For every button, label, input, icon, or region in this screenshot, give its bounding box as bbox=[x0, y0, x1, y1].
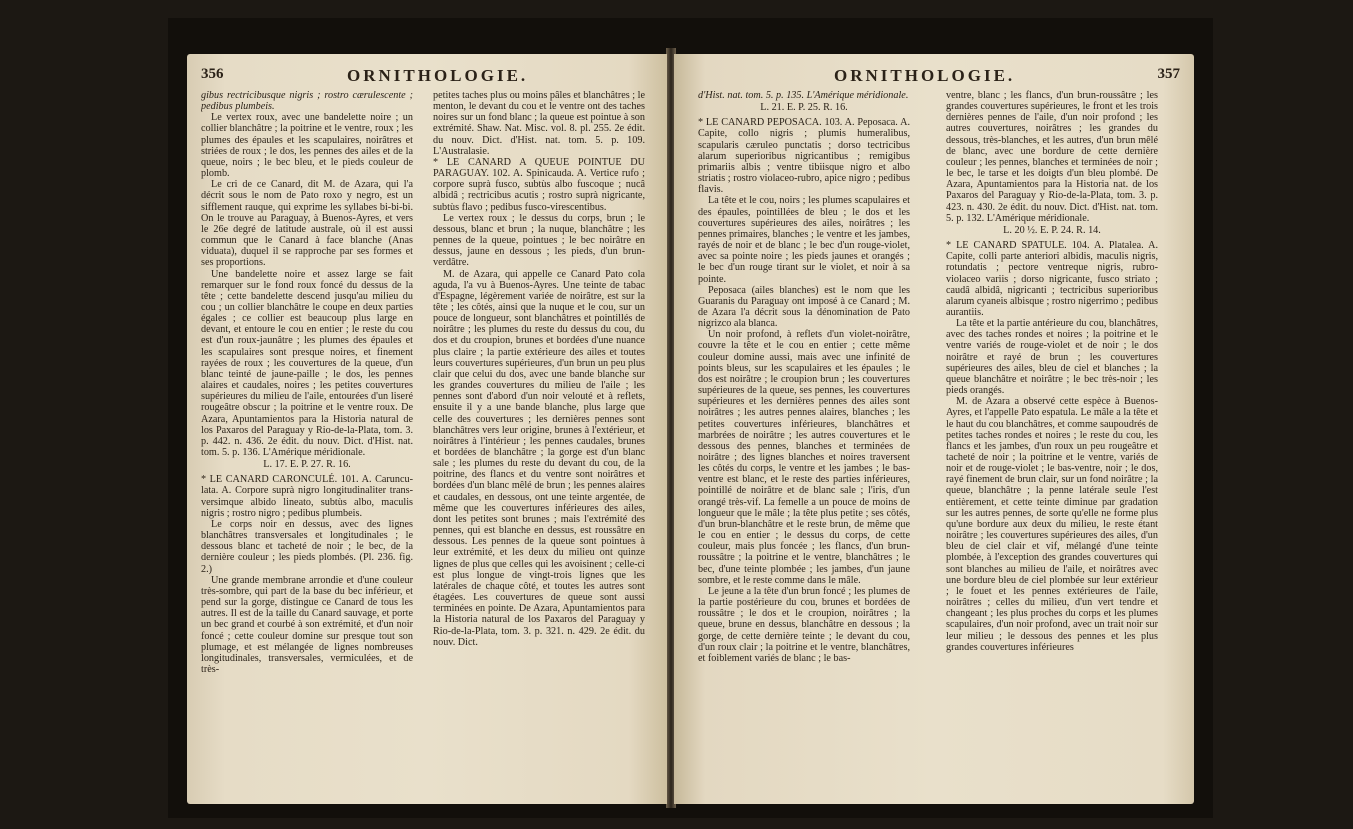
paragraph: Peposaca (ailes blanches) est le nom que les Guaranis du Paraguay ont imposé à ce Canard ; M. de Azara l'a décrit sous la dénomination de Pato nigrizco ala blanca. bbox=[698, 284, 910, 330]
paragraph: L. 17. E. P. 27. R. 16. bbox=[263, 459, 351, 471]
paragraph: Une bandelette noire et assez large se fait remarquer sur le fond roux foncé du dessus de la tête ; cette bandelette descend jusqu'au milieu du cou ; un collier blanchâtre le coupe en deux parties égales ; ce collier est beaucoup plus large en devant, et entoure le cou en entier ; le reste du cou est d'un roux-jaunâtre ; les plumes des épaules et les scapulaires sont presque noires, et finement rayées de roux ; les couvertures de la queue, d'un blanc teinté de jaune-paille ; le dos, les pennes alaires et caudales, noires ; les petites couvertures supérieures du milieu de l'aile, entourées d'un liseré rougeâtre obscur ; la poitrine et le ventre roux. De Azara, Apuntamientos para la Historia natural de los Paxaros del Paraguay y Rio-de-la-Plata, tom. 3. p. 442. n. 436. 2e édit. du nouv. Dict. d'Hist. nat. tom. 5. p. 136. L'Amérique méridionale. bbox=[201, 268, 413, 458]
right-column-2 bbox=[946, 90, 1158, 790]
paragraph: Le corps noir en dessus, avec des lignes blanchâtres transversales et longitudinales ; le dessous blanc et tacheté de noir ; le bec, de la dernière couleur ; les pieds plombés. (Pl. 236. fig. 2.) bbox=[201, 518, 413, 575]
right-column-1 bbox=[698, 90, 910, 790]
running-head-left: ORNITHOLOGIE. bbox=[347, 66, 529, 85]
left-page bbox=[187, 54, 667, 804]
paragraph: Le jeune a la tête d'un brun foncé ; les plumes de la partie postérieure du cou, brunes et bordées de roussâtre ; le dos et le croupion, noirâtres ; la queue, brune en dessus, blanchâtre en dessous ; la gorge, de cette dernière teinte ; le devant du cou, d'un roux clair ; la poitrine et le ventre, blanchâtres, et foiblement variés de blanc ; le bas- bbox=[698, 585, 910, 664]
paragraph: La tête et le cou, noirs ; les plumes scapulaires et des épaules, pointillées de bleu ; le dos et les couvertures supérieures des ailes, noirâtres ; les pennes primaires, blanches ; le ventre et les jambes, rayés de noir et de blanc ; le bec d'un rouge-violet, avec sa pointe noire ; les pieds jaunes et orangés ; le bec d'un rouge tirant sur le violet, et noir à sa pointe. bbox=[698, 195, 910, 285]
paragraph: Le cri de ce Canard, dit M. de Azara, qui l'a décrit sous le nom de Pato roxo y negro, est un sifflement rauque, qui exprime les syllabes bi-bi-bi. On le trouve au Paraguay, à Buenos-Ayres, et vers le 26e degré de latitude australe, où il est aussi commun que le Canard à face blanche (Anas viduata), duquel il se rapproche par ses formes et ses proportions. bbox=[201, 179, 413, 269]
page-number-right: 357 bbox=[1157, 66, 1180, 82]
paragraph: petites taches plus ou moins pâles et blanchâtres ; le menton, le devant du cou et le ventre ont des taches noires sur un fond blanc ; la queue est pointue à son extrémité. Shaw. Nat. Misc. vol. 8. pl. 255. 2e édit. du nouv. Dict. d'Hist. nat. tom. 5. p. 109. L'Australasie. bbox=[433, 90, 645, 157]
paragraph: L. 21. E. P. 25. R. 16. bbox=[760, 102, 848, 114]
paragraph: L. 20 ½. E. P. 24. R. 14. bbox=[1003, 224, 1101, 236]
paragraph: Une grande membrane arrondie et d'une couleur très-sombre, qui part de la base du bec inférieur, et pend sur la gorge, distingue ce Canard de tous les autres. Il est de la taille du Canard sauvage, et porte un bec grand et courbé à son extrémité, et d'un noir foncé ; cette couleur domine sur presque tout son plumage, et est mélangée de lignes nombreuses longitudinales, transversales, vermiculées, et de très- bbox=[201, 574, 413, 675]
paragraph: * LE CANARD CARONCULÉ. 101. A. Caruncu-lata. A. Corpore suprà nigro longitudinaliter trans-versimque albido lineato, subtùs albo, maculis nigris ; rostro nigro ; pedibus plumbeis. bbox=[201, 474, 413, 519]
running-head-right: ORNITHOLOGIE. bbox=[834, 66, 1016, 85]
page-number-left: 356 bbox=[201, 66, 224, 82]
paragraph: * LE CANARD A QUEUE POINTUE DU PARAGUAY. 102. A. Spinicauda. A. Vertice rufo ; corpore suprà fusco, subtùs albo fuscoque ; nucâ albidâ ; rectricibus acutis ; rostro suprà nigricante, subtùs flavo ; pedibus fusco-virescentibus. bbox=[433, 156, 645, 213]
paragraph: La tête et la partie antérieure du cou, blanchâtres, avec des taches rondes et noires ; la poitrine et le ventre variés de rouge-violet et de noir ; le dos noirâtre et rayé de brun ; les couvertures supérieures des ailes, bleu de ciel et blanches ; la queue blanchâtre et noirâtre ; le bec très-noir ; les pieds orangés. bbox=[946, 318, 1158, 397]
right-page bbox=[674, 54, 1194, 804]
paragraph: Le vertex roux, avec une bandelette noire ; un collier blanchâtre ; la poitrine et le ventre, roux ; les plumes des épaules et les scapulaires, noirâtres et striées de roux ; le dos, les pennes des ailes et de la queue, noirs ; le bec bleu, et le pieds couleur de plomb. bbox=[201, 112, 413, 180]
left-column-2 bbox=[433, 90, 645, 790]
paragraph: gibus rectricibusque nigris ; rostro cærulescente ; pedibus plumbeis. bbox=[201, 90, 413, 113]
open-book bbox=[168, 18, 1213, 818]
left-column-1 bbox=[201, 90, 413, 790]
paragraph: Un noir profond, à reflets d'un violet-noirâtre, couvre la tête et le cou en entier ; cette même couleur domine aussi, mais avec une infinité de points bleus, sur les scapulaires et les épaules ; le dos est noirâtre ; le croupion brun ; les couvertures supérieures de la queue, ses pennes, les couvertures supérieures et les dernières pennes des ailes sont noirâtres ; les autres pennes alaires, blanches ; les petites couvertures inférieures, blanchâtres et marbrées de noirâtre ; les autres couvertures et le dessous des pennes, blanches et terminées de noirâtre ; des lignes blanches et noires traversent les côtés du corps, le ventre et les jambes ; le bas-ventre est blanc, et le reste des parties inférieures, pointillé de noirâtre et de blanc sale ; l'iris, d'un orangé très-vif. La femelle a un pouce de moins de longueur que le mâle ; la tête plus petite ; ses côtés, d'un brun-blanchâtre et le reste brun, de même que le cou en entier ; le dessus du corps, de cette couleur, mais plus foncée ; les flancs, d'un brun-roussâtre ; la poitrine et le ventre, blanchâtres ; le bec, d'une teinte plombée ; les jambes, d'un jaune sombre, et le reste comme dans le mâle. bbox=[698, 329, 910, 586]
paragraph: * LE CANARD PEPOSACA. 103. A. Peposaca. A. Capite, collo nigris ; plumis humeralibus, scapularis cæruleo punctatis ; dorso tectricibus alarum superioribus nigricantibus ; remigibus primariis albis ; ventre tibiisque nigro et albo striatis ; rostro violaceo-rubro, apice nigro ; pedibus flavis. bbox=[698, 117, 910, 196]
paragraph: ventre, blanc ; les flancs, d'un brun-roussâtre ; les grandes couvertures supérieures, le front et les trois dernières pennes de l'aile, d'un noir profond ; les autres couvertures, noirâtres ; les grandes du dessous, très-blanches, et les autres, d'un brun mêlé de blanc, avec une bordure de cette dernière couleur ; les pennes, blanches et terminées de noir ; le bec, le tarse et les doigts d'un bleu plombé. De Azara, Apuntamientos para la Historia nat. de los Paxaros del Paraguay y Rio-de-la-Plata, tom. 3. p. 423. n. 430. 2e édit. du nouv. Dict. d'Hist. nat. tom. 5. p. 132. L'Amérique méridionale. bbox=[946, 90, 1158, 224]
paragraph: * LE CANARD SPATULE. 104. A. Platalea. A. Capite, colli parte anteriori albidis, maculis nigris, rotundatis ; pectore ventreque nigris, rubro-violaceo variis ; dorso nigricante, fusco striato ; caudâ albidâ, nigricanti ; tectricibus superioribus alarum cyaneis albisque ; rostro nigerrimo ; pedibus aurantiis. bbox=[946, 240, 1158, 318]
paragraph: d'Hist. nat. tom. 5. p. 135. L'Amérique méridionale. bbox=[698, 90, 909, 101]
paragraph: M. de Azara a observé cette espèce à Buenos-Ayres, et l'appelle Pato espatula. Le mâle a la tête et le haut du cou blanchâtres, et comme saupoudrés de petites taches rondes et noires ; le reste du cou, les flancs et les jambes, d'un roux un peu rougeâtre et tacheté de noir ; la poitrine et le ventre, variés de noir et de rouge-violet ; le bas-ventre, noir ; le dos, rayé finement de brun clair, sur un fond noirâtre ; la queue, blanchâtre ; la penne latérale seule l'est entièrement, et cette teinte diminue par gradation sur les autres pennes, de sorte qu'elle ne forme plus qu'une bordure aux deux du milieu, le reste étant noirâtre ; les couvertures supérieures des ailes, d'un bleu de ciel clair et vif, mélangé d'une teinte plombée, à l'exception des grandes couvertures qui sont blanches au milieu de l'aile, et noirâtres avec une bordure bleu de ciel plombée sur leur extérieur ; le fouet et les pennes extérieures de l'aile, noirâtres ; celles du milieu, d'un vert tendre et changeant ; les plus proches du corps et les plumes scapulaires, d'un noir profond, avec un trait noir sur leur milieu ; le dessous des pennes et les plus grandes couvertures inférieures bbox=[946, 396, 1158, 653]
paragraph: M. de Azara, qui appelle ce Canard Pato cola aguda, l'a vu à Buenos-Ayres. Une teinte de tabac d'Espagne, légèrement variée de noirâtre, est sur la tête ; les côtés, ainsi que la nuque et le cou, sur un pouce de longueur, sont blanchâtres et pointillés de noirâtre ; les plumes du reste du dessus du cou, du dos et du croupion, brunes et bordées d'une nuance plus claire ; la partie extérieure des ailes et toutes leurs couvertures supérieures, d'un brun un peu plus clair que celui du dos, avec une bande blanche sur les grandes couvertures du milieu de l'aile ; les pennes sont d'abord d'un noir velouté et à reflets, ensuite il y a une bande blanche, plus large que celle des couvertures ; les dernières pennes sont blanchâtres vers leur origine, brunes à l'extérieur, et noirâtres à l'intérieur ; les pennes caudales, brunes et bordées de blanchâtre ; la gorge est d'un blanc sale ; les plumes du reste du devant du cou, de la poitrine, des flancs et du ventre sont noirâtres et bordées d'un blanc mêlé de brun ; les pennes alaires et caudales, en dessous, ont une teinte argentée, de même que les couvertures inférieures des ailes, dont les petites sont brunes ; mais l'extrémité des pennes, qui est blanche en dessus, est roussâtre en dessous. Les pennes de la queue sont pointues à leur extrémité, et les deux du milieu ont quinze lignes de plus que celles qui les avoisinent ; celle-ci est plus longue de vingt-trois lignes que les latérales de chaque côté, et toutes les autres sont étagées. Les couvertures de queue sont aussi terminées en pointe. De Azara, Apuntamientos para la Historia natural de los Paxaros del Paraguay y Rio-de-la-Plata, tom. 3. p. 321. n. 429. 2e édit. du nouv. Dict. bbox=[433, 268, 645, 648]
paragraph: Le vertex roux ; le dessus du corps, brun ; le dessous, blanc et brun ; la nuque, blanchâtre ; les pennes de la queue, pointues ; le bec noirâtre en dessus, jaune en dessous ; les pieds, d'un brun-verdâtre. bbox=[433, 212, 645, 269]
